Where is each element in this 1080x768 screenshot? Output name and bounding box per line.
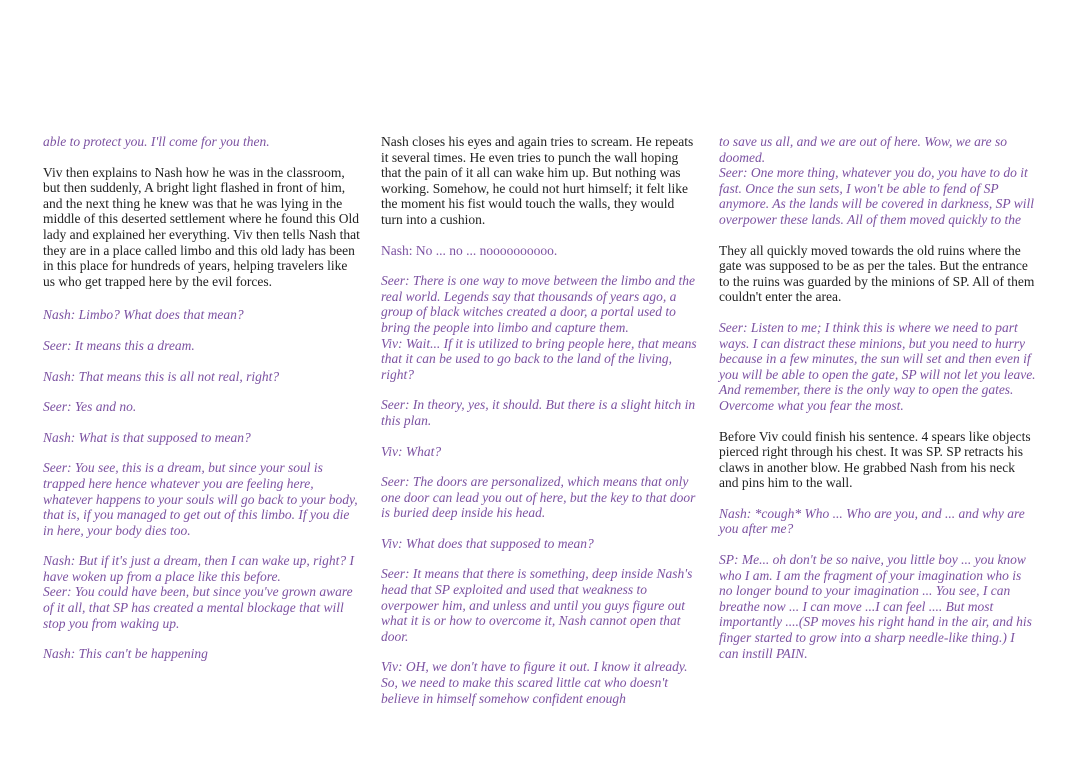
dialogue-paragraph: Nash: Limbo? What does that mean? [43,307,244,323]
dialogue-paragraph: Nash: *cough* Who ... Who are you, and ... and why are you after me? [719,505,1025,537]
column-3 [719,134,1036,768]
dialogue-paragraph: Nash: But if it's just a dream, then I can wake up, right? I have woken up from a place like this before. Seer: You could have been, but since you've grown aware of it all, that SP has created a mental blockage that will stop you from waking up. [43,553,354,631]
column-1 [43,134,360,768]
dialogue-upright-paragraph: Nash: No ... no ... noooooooooo. [381,242,558,258]
narration-paragraph: They all quickly moved towards the old ruins where the gate was supposed to be as per the tales. But the entrance to the ruins was guarded by the minions of SP. All of them couldn't enter the area. [719,242,1035,305]
dialogue-paragraph: Seer: You see, this is a dream, but since your soul is trapped here hence whatever you are feeling here, whatever happens to your souls will go back to your body, that is, if you managed to get out of this limbo. If you die in here, your body dies too. [43,460,358,538]
dialogue-paragraph: SP: Me... oh don't be so naive, you little boy ... you know who I am. I am the fragment of your imagination who is no longer bound to your imagination ... You see, I can breathe now ... I can move ...I can feel .... But most importantly ....(SP moves his right hand in the air, and his finger started to grow into a sharp needle-like thing.) I can instill PAIN. [719,552,1032,661]
dialogue-paragraph: Nash: That means this is all not real, right? [43,368,280,384]
dialogue-paragraph: to save us all, and we are out of here. Wow, we are so doomed. Seer: One more thing, whatever you do, you have to do it fast. Once the sun sets, I won't be able to fend of SP anymore. As the lands will be covered in darkness, SP will overpower these lands. All of them moved quickly to the [719,134,1034,227]
dialogue-paragraph: Viv: What does that supposed to mean? [381,535,594,551]
dialogue-paragraph: Seer: It means this a dream. [43,337,195,353]
dialogue-paragraph: able to protect you. I'll come for you then. [43,134,270,149]
dialogue-paragraph: Seer: The doors are personalized, which means that only one door can lead you out of here, but the key to that door is buried deep inside his head. [381,474,696,521]
dialogue-paragraph: Seer: Yes and no. [43,399,137,415]
dialogue-paragraph: Seer: There is one way to move between the limbo and the real world. Legends say that thousands of years ago, a group of black witches created a door, a portal used to bring the people into limbo and capture them. Viv: Wait... If it is utilized to bring people here, that means that it can be used to go back to the land of the living, right? [381,273,697,382]
narration-paragraph: Before Viv could finish his sentence. 4 spears like objects pierced right through his chest. It was SP. SP retracts his claws in another blow. He grabbed Nash from his neck and pins him to the wall. [719,428,1031,491]
narration-paragraph: Viv then explains to Nash how he was in the classroom, but then suddenly, A bright light flashed in front of him, and the next thing he knew was that he was lying in the middle of this deserted settlement where he found this Old lady and explained her everything. Viv then tells Nash that they are in a place called limbo and this old lady has been in this place for hundreds of years, helping travelers like us who get trapped here by the evil forces. [43,164,360,289]
dialogue-paragraph: Seer: In theory, yes, it should. But there is a slight hitch in this plan. [381,397,696,428]
narration-paragraph: Nash closes his eyes and again tries to scream. He repeats it several times. He even tries to punch the wall hoping that the pain of it all can wake him up. But nothing was working. Somehow, he could not hurt himself; it felt like the moment his fist would touch the walls, they would turn into a cushion. [381,134,694,227]
dialogue-paragraph: Nash: What is that supposed to mean? [43,429,251,445]
dialogue-paragraph: Seer: Listen to me; I think this is where we need to part ways. I can distract these minions, but you need to hurry because in a few minutes, the sun will set and then even if you will be able to open the gate, SP will not let you leave. And remember, there is the only way to open the gates. Overcome what you fear the most. [719,319,1036,413]
dialogue-paragraph: Viv: OH, we don't have to figure it out. I know it already. So, we need to make this scared little cat who doesn't believe in himself somehow confident enough [381,659,688,706]
dialogue-paragraph: Nash: This can't be happening [43,646,208,662]
column-2 [381,134,698,768]
dialogue-paragraph: Viv: What? [381,443,442,459]
dialogue-paragraph: Seer: It means that there is something, deep inside Nash's head that SP exploited and used that weakness to overpower him, and unless and until you guys figure out what it is or how to overcome it, Nash cannot open that door. [381,566,693,644]
